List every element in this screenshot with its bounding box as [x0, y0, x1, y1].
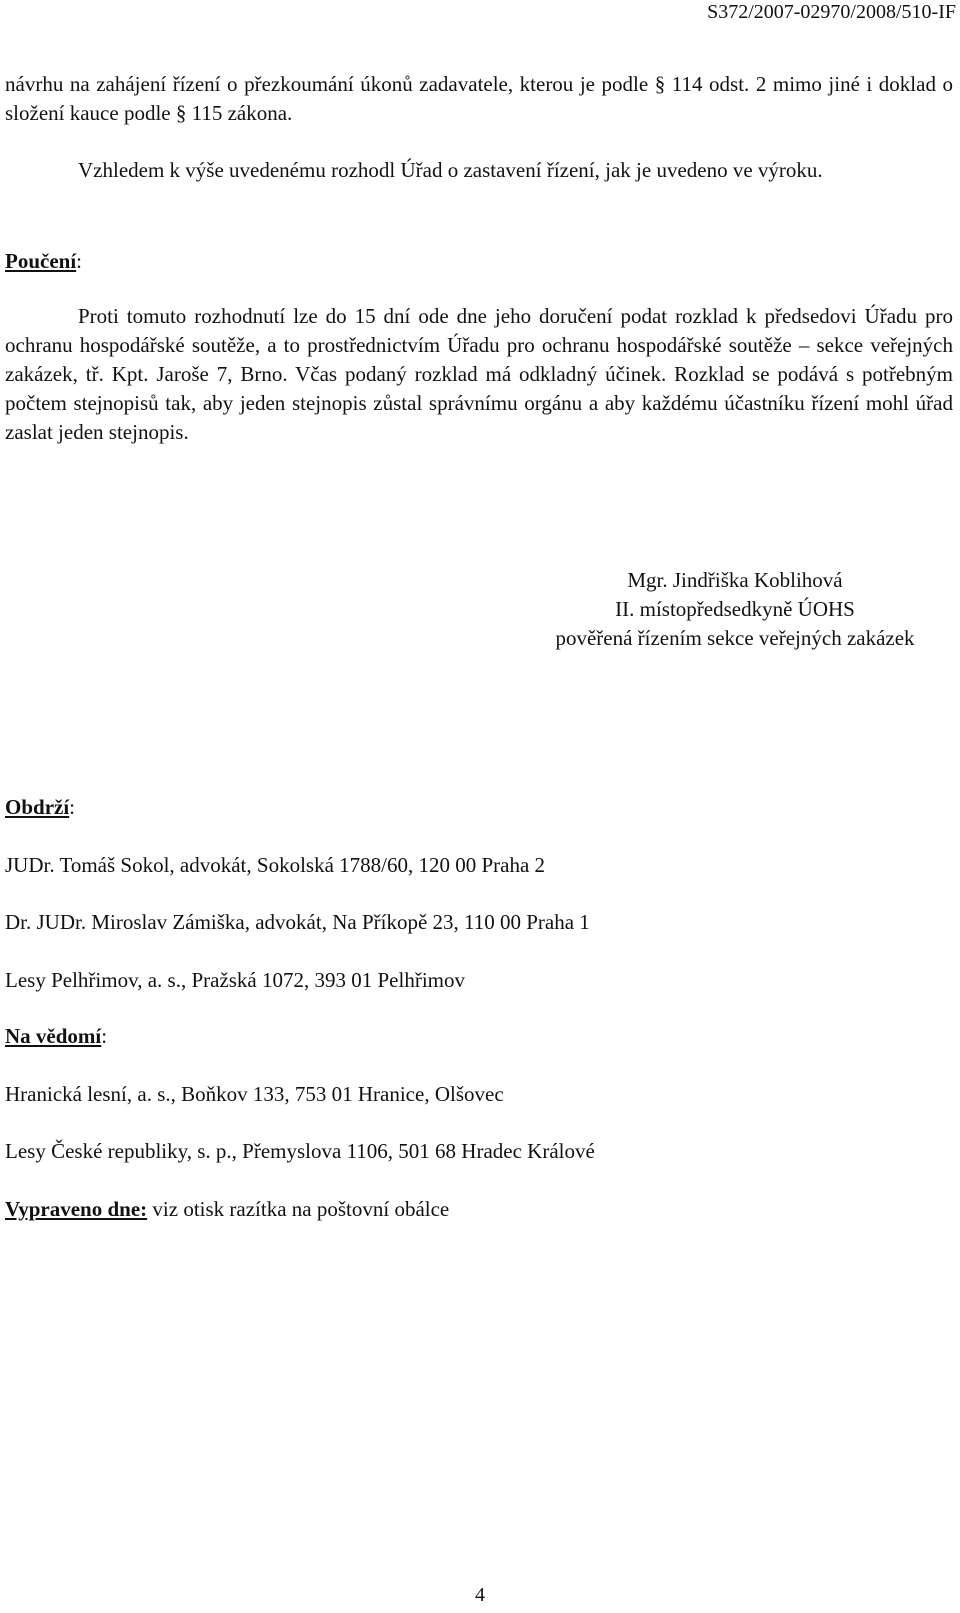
instruction-text: Proti tomuto rozhodnutí lze do 15 dní ode dne jeho doručení podat rozklad k předsedovi Úřadu pro ochranu hospodářské soutěže, a to prostřednictvím Úřadu pro ochranu hospodářské soutěže – sekce veřejných zakázek, tř. Kpt. Jaroše 7, Brno. Včas podaný rozklad má odkladný účinek. Rozklad se podává s potřebným počtem stejnopisů tak, aby jeden stejnopis zůstal správnímu orgánu a aby každému účastníku řízení mohl úřad zaslat jeden stejnopis.: [5, 304, 953, 444]
recipients-heading-label: Obdrží: [5, 795, 70, 819]
paragraph-decision: Vzhledem k výše uvedenému rozhodl Úřad o zastavení řízení, jak je uvedeno ve výroku.: [78, 158, 823, 182]
notified-heading-colon: :: [101, 1024, 108, 1048]
notified-item: Hranická lesní, a. s., Boňkov 133, 753 01 Hranice, Olšovec: [5, 1082, 504, 1106]
recipients-heading-colon: :: [69, 795, 76, 819]
notified-heading: [5, 1022, 107, 1051]
notified-heading-label: Na vědomí: [5, 1024, 102, 1048]
signatory-name: Mgr. Jindřiška Koblihová: [627, 568, 843, 592]
dispatch-line: [5, 1195, 449, 1224]
instruction-heading-colon: :: [76, 249, 83, 273]
dispatch-label: Vypraveno dne:: [5, 1197, 148, 1221]
instruction-heading: [5, 247, 82, 276]
notified-item: Lesy České republiky, s. p., Přemyslova 1106, 501 68 Hradec Králové: [5, 1139, 595, 1163]
signatory-role: pověřená řízením sekce veřejných zakázek: [555, 626, 915, 650]
recipient-item: JUDr. Tomáš Sokol, advokát, Sokolská 1788/60, 120 00 Praha 2: [5, 853, 546, 877]
recipient-item: Lesy Pelhřimov, a. s., Pražská 1072, 393 01 Pelhřimov: [5, 968, 466, 992]
signatory-title: II. místopředsedkyně ÚOHS: [615, 597, 855, 621]
instruction-heading-label: Poučení: [5, 249, 77, 273]
paragraph-deposit: návrhu na zahájení řízení o přezkoumání úkonů zadavatele, kterou je podle § 114 odst. 2 mimo jiné i doklad o složení kauce podle § 115 zákona.: [5, 72, 953, 125]
recipients-heading: [5, 793, 75, 822]
dispatch-value: viz otisk razítka na poštovní obálce: [147, 1197, 450, 1221]
signature-block: [515, 566, 955, 653]
page-number: 4: [475, 1584, 485, 1606]
document-reference: S372/2007-02970/2008/510-IF: [707, 1, 956, 23]
recipient-item: Dr. JUDr. Miroslav Zámiška, advokát, Na Příkopě 23, 110 00 Praha 1: [5, 910, 590, 934]
